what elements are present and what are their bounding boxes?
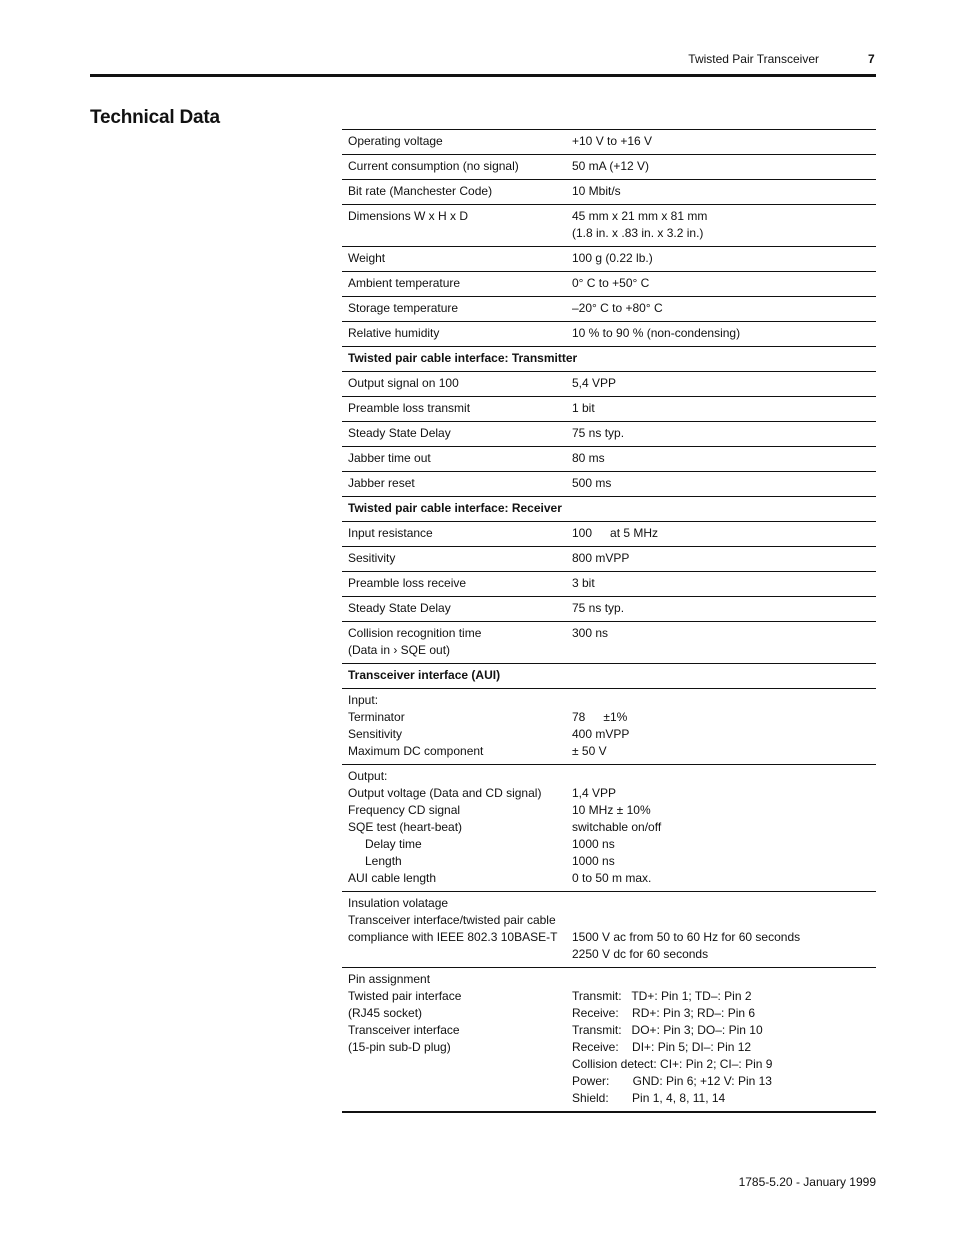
row-label: Ambient temperature [342, 272, 566, 297]
row-label: Preamble loss transmit [342, 397, 566, 422]
label-line: SQE test (heart-beat) [348, 820, 463, 834]
value-line: (1.8 in. x .83 in. x 3.2 in.) [572, 226, 704, 240]
row-value [566, 689, 876, 765]
document-footer: 1785-5.20 - January 1999 [738, 1175, 876, 1189]
row-label: Current consumption (no signal) [342, 155, 566, 180]
value-line: 0 to 50 m max. [572, 871, 652, 885]
row-value: 50 mA (+12 V) [566, 155, 876, 180]
running-header-title: Twisted Pair Transceiver [688, 52, 819, 66]
table-row [342, 155, 876, 180]
table-row [342, 297, 876, 322]
row-value: 500 ms [566, 472, 876, 497]
value-line: Receive: RD+: Pin 3; RD–: Pin 6 [572, 1006, 756, 1020]
row-value: –20° C to +80° C [566, 297, 876, 322]
row-value: 10 Mbit/s [566, 180, 876, 205]
row-label: Weight [342, 247, 566, 272]
section-heading-aui: Transceiver interface (AUI) [342, 664, 876, 689]
value-line: 1000 ns [572, 837, 615, 851]
row-value: +10 V to +16 V [566, 130, 876, 155]
row-label: Steady State Delay [342, 422, 566, 447]
row-label: Steady State Delay [342, 597, 566, 622]
table-row [342, 272, 876, 297]
value-part: 78 [572, 710, 586, 724]
section-heading-receiver: Twisted pair cable interface: Receiver [342, 497, 876, 522]
value-line: 1000 ns [572, 854, 615, 868]
row-value: 10 % to 90 % (non-condensing) [566, 322, 876, 347]
value-line: 1,4 VPP [572, 786, 617, 800]
table-row [342, 472, 876, 497]
table-row [342, 572, 876, 597]
page-number: 7 [868, 52, 875, 66]
label-line: Maximum DC component [348, 744, 484, 758]
row-value: 80 ms [566, 447, 876, 472]
label-line: Terminator [348, 710, 405, 724]
row-value [566, 968, 876, 1113]
value-line: switchable on/off [572, 820, 662, 834]
value-line: Shield: Pin 1, 4, 8, 11, 14 [572, 1091, 726, 1105]
technical-data-table [342, 129, 876, 1113]
section-heading-transmitter: Twisted pair cable interface: Transmitter [342, 347, 876, 372]
label-line: AUI cable length [348, 871, 437, 885]
row-value [566, 522, 876, 547]
row-label: Operating voltage [342, 130, 566, 155]
row-label: Dimensions W x H x D [342, 205, 566, 247]
label-line: Length [365, 854, 402, 868]
label-line: Pin assignment [348, 972, 431, 986]
label-line: Insulation volatage [348, 896, 449, 910]
table-row [342, 597, 876, 622]
label-line: compliance with IEEE 802.3 10BASE-T [348, 930, 558, 944]
table-section-heading [342, 347, 876, 372]
value-part: ±1% [603, 710, 628, 724]
row-label: Input resistance [342, 522, 566, 547]
header-divider [90, 74, 876, 77]
row-value: 100 g (0.22 lb.) [566, 247, 876, 272]
table-row [342, 447, 876, 472]
row-label [342, 689, 566, 765]
label-line: Delay time [365, 837, 422, 851]
row-label: Preamble loss receive [342, 572, 566, 597]
value-line [572, 709, 870, 726]
value-line: Transmit: TD+: Pin 1; TD–: Pin 2 [572, 989, 752, 1003]
row-label: Jabber time out [342, 447, 566, 472]
label-line: (RJ45 socket) [348, 1006, 423, 1020]
label-line: Transceiver interface [348, 1023, 460, 1037]
row-label: Jabber reset [342, 472, 566, 497]
row-value: 5,4 VPP [566, 372, 876, 397]
row-label: Output signal on 100 [342, 372, 566, 397]
row-value: 3 bit [566, 572, 876, 597]
table-row [342, 968, 876, 1113]
row-value: 75 ns typ. [566, 422, 876, 447]
row-value [566, 765, 876, 892]
value-line: 2250 V dc for 60 seconds [572, 947, 709, 961]
label-line: (Data in › SQE out) [348, 643, 451, 657]
row-value: 0° C to +50° C [566, 272, 876, 297]
table-row [342, 397, 876, 422]
row-value [566, 892, 876, 968]
table-section-heading [342, 664, 876, 689]
row-label: Sesitivity [342, 547, 566, 572]
label-line: Twisted pair interface [348, 989, 462, 1003]
table-row [342, 547, 876, 572]
table-row [342, 322, 876, 347]
row-label [342, 765, 566, 892]
row-value: 1 bit [566, 397, 876, 422]
label-line: Output: [348, 769, 388, 783]
value-line: 10 MHz ± 10% [572, 803, 651, 817]
table-row [342, 130, 876, 155]
value-line: ± 50 V [572, 744, 607, 758]
row-label [342, 622, 566, 664]
label-line: Sensitivity [348, 727, 403, 741]
row-value [566, 205, 876, 247]
table-row [342, 422, 876, 447]
table-row [342, 689, 876, 765]
value-line: 1500 V ac from 50 to 60 Hz for 60 seconds [572, 930, 801, 944]
section-title: Technical Data [90, 107, 220, 128]
table-section-heading [342, 497, 876, 522]
table-row [342, 180, 876, 205]
row-value: 300 ns [566, 622, 876, 664]
row-label: Bit rate (Manchester Code) [342, 180, 566, 205]
value-part: 100 [572, 526, 593, 540]
row-value: 800 mVPP [566, 547, 876, 572]
label-line: Input: [348, 693, 379, 707]
table-row [342, 892, 876, 968]
table-row [342, 622, 876, 664]
value-part: at 5 MHz [610, 526, 659, 540]
table-row [342, 205, 876, 247]
label-line: Collision recognition time [348, 626, 482, 640]
label-line: Output voltage (Data and CD signal) [348, 786, 542, 800]
table-row [342, 247, 876, 272]
row-label [342, 968, 566, 1113]
value-line: Receive: DI+: Pin 5; DI–: Pin 12 [572, 1040, 752, 1054]
value-line: Transmit: DO+: Pin 3; DO–: Pin 10 [572, 1023, 763, 1037]
value-line: 45 mm x 21 mm x 81 mm [572, 209, 708, 223]
table-row [342, 765, 876, 892]
label-line: Frequency CD signal [348, 803, 461, 817]
value-line: Power: GND: Pin 6; +12 V: Pin 13 [572, 1074, 772, 1088]
row-value: 75 ns typ. [566, 597, 876, 622]
table-row [342, 522, 876, 547]
table-row [342, 372, 876, 397]
value-line: 400 mVPP [572, 727, 630, 741]
value-line: Collision detect: CI+: Pin 2; CI–: Pin 9 [572, 1057, 773, 1071]
row-label [342, 892, 566, 968]
row-label: Relative humidity [342, 322, 566, 347]
label-line: Transceiver interface/twisted pair cable [348, 913, 556, 927]
label-line: (15-pin sub-D plug) [348, 1040, 451, 1054]
row-label: Storage temperature [342, 297, 566, 322]
